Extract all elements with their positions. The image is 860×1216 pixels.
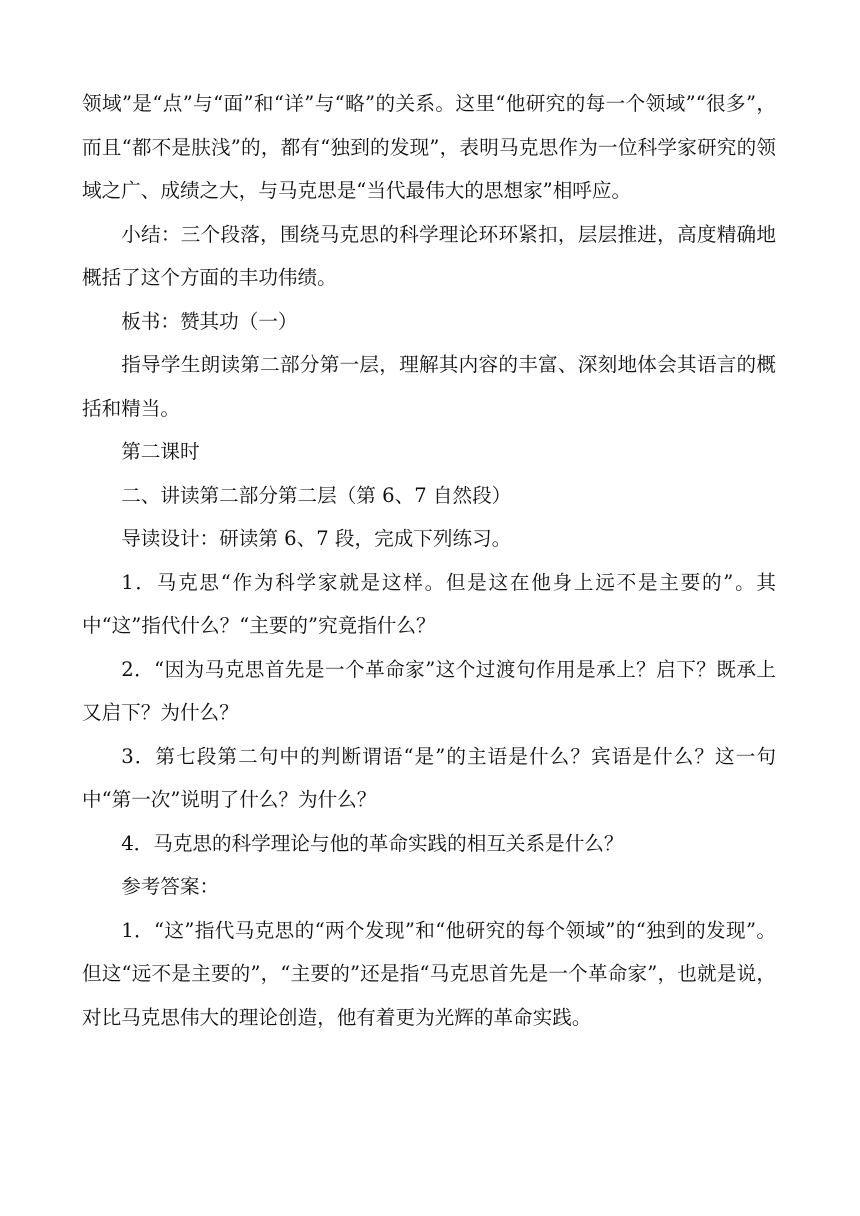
exercise-question-1: 1．马克思“作为科学家就是这样。但是这在他身上远不是主要的”。其中“这”指代什么？“主要的”究竟指什么？ <box>82 570 776 637</box>
paragraph-board-note: 板书：赞其功（一） <box>121 309 298 333</box>
document-body <box>82 82 776 1039</box>
paragraph-guide-design: 导读设计：研读第 6、7 段，完成下列练习。 <box>121 527 512 550</box>
answers-heading: 参考答案： <box>121 875 220 898</box>
exercise-question-3: 3．第七段第二句中的判断谓语“是”的主语是什么？宾语是什么？这一句中“第一次”说明了什么？为什么？ <box>82 744 776 811</box>
exercise-question-2: 2．“因为马克思首先是一个革命家”这个过渡句作用是承上？启下？既承上又启下？为什么？ <box>82 657 776 724</box>
section-heading-part-two: 二、讲读第二部分第二层（第 6、7 自然段） <box>121 483 512 507</box>
paragraph-reading-guide: 指导学生朗读第二部分第一层，理解其内容的丰富、深刻地体会其语言的概括和精当。 <box>82 353 776 420</box>
answer-1: 1．“这”指代马克思的“两个发现”和“他研究的每个领域”的“独到的发现”。但这“远不是主要的”，“主要的”还是指“马克思首先是一个革命家”，也就是说，对比马克思伟大的理论创造，他有着更为光辉的革命实践。 <box>82 918 776 1029</box>
paragraph-summary: 小结：三个段落，围绕马克思的科学理论环环紧扣，层层推进，高度精确地概括了这个方面的丰功伟绩。 <box>82 222 776 289</box>
section-heading-second-lesson: 第二课时 <box>121 440 200 463</box>
exercise-question-4: 4．马克思的科学理论与他的革命实践的相互关系是什么？ <box>121 831 624 855</box>
paragraph-continuation: 领域”是“点”与“面”和“详”与“略”的关系。这里“他研究的每一个领域”“很多”，而且“都不是肤浅”的，都有“独到的发现”，表明马克思作为一位科学家研究的领域之广、成绩之大，与马克思是“当代最伟大的思想家”相呼应。 <box>82 92 776 202</box>
